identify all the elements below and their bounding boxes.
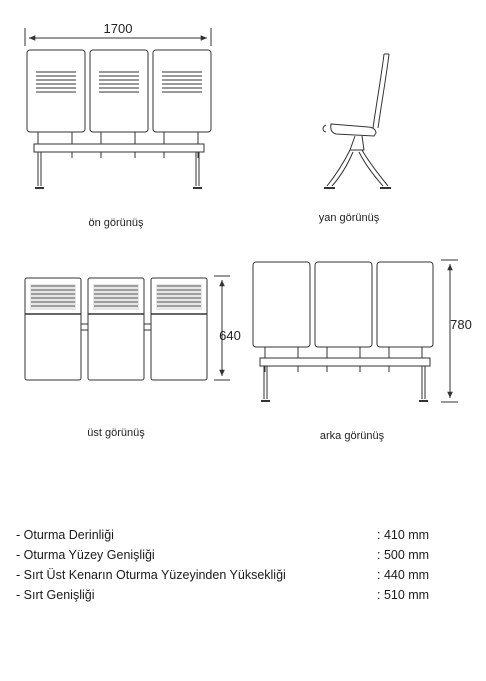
back-panel-2 [315, 262, 372, 347]
back-view-label: arka görünüş [319, 430, 385, 442]
front-view [25, 28, 211, 188]
spec-row [16, 525, 446, 545]
depth-dimension-label: 640 [219, 328, 241, 343]
spec-value: : 500 mm [377, 548, 430, 562]
front-backrest-3 [153, 50, 211, 132]
front-backrest-1 [27, 50, 85, 132]
spec-value: : 410 mm [377, 528, 430, 542]
front-backrest-2 [90, 50, 148, 132]
spec-name: - Oturma Yüzey Genişliği [16, 548, 155, 562]
front-view-label: ön görünüş [88, 217, 144, 229]
side-view-label: yan görünüş [318, 212, 380, 224]
back-panel-3 [377, 262, 433, 347]
side-view [323, 54, 391, 188]
spec-row [16, 565, 446, 585]
back-view [253, 260, 458, 402]
spec-value: : 510 mm [377, 588, 430, 602]
side-legs [327, 150, 350, 186]
back-beam [260, 358, 430, 366]
back-panel-1 [253, 262, 310, 347]
height-dimension-label: 780 [450, 317, 472, 332]
side-seat [331, 124, 376, 136]
spec-list [16, 525, 446, 605]
front-beam [34, 144, 204, 152]
top-view [25, 276, 230, 380]
side-backrest [373, 54, 384, 128]
spec-value: : 440 mm [377, 568, 430, 582]
spec-row [16, 545, 446, 565]
spec-row [16, 585, 446, 605]
top-view-label: üst görünüş [87, 427, 145, 439]
width-dimension-label: 1700 [103, 21, 133, 36]
spec-name: - Sırt Üst Kenarın Oturma Yüzeyinden Yüksekliği [16, 568, 286, 582]
spec-name: - Oturma Derinliği [16, 528, 114, 542]
spec-name: - Sırt Genişliği [16, 588, 95, 602]
